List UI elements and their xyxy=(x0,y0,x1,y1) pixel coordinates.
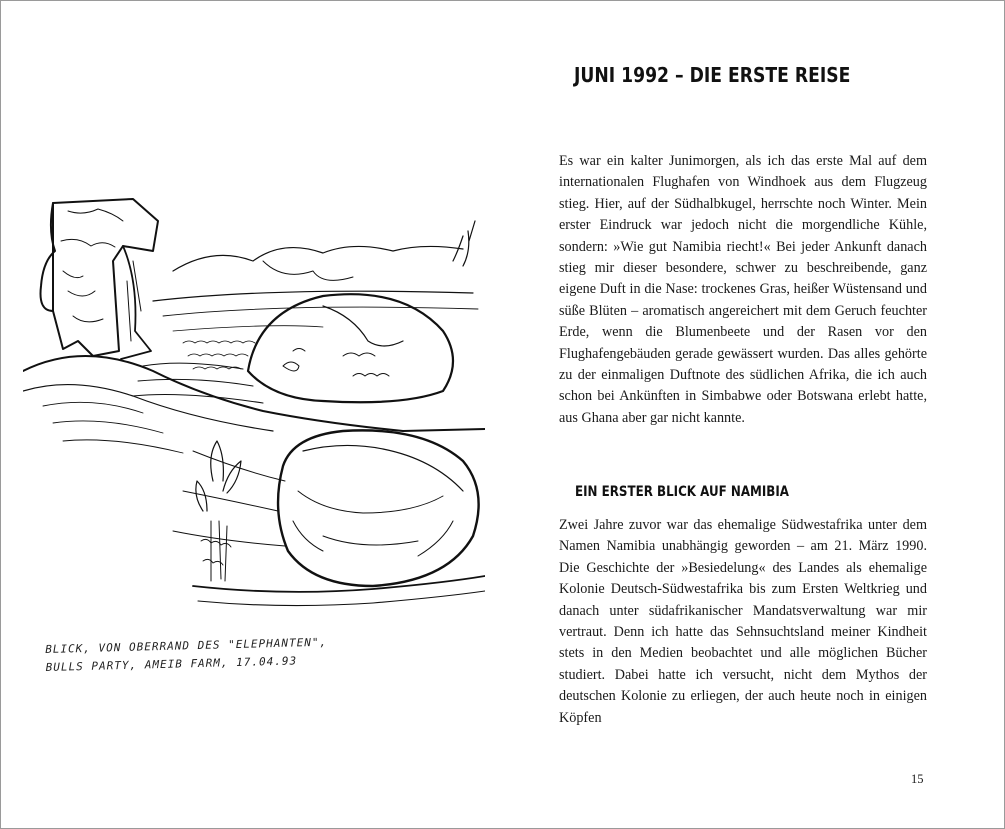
sketch-caption xyxy=(45,632,386,677)
sketch-caption-line: BULLS PARTY, AMEIB FARM, 17.04.93 xyxy=(45,654,298,674)
chapter-title: JUNI 1992 – DIE ERSTE REISE xyxy=(574,63,851,87)
body-paragraph: Zwei Jahre zuvor war das ehemalige Südwestafrika unter dem Namen Namibia unabhängig geworden – am 21. März 1990. Die Geschichte der »Besiedelung« des Landes als ehemalige Kolonie Deutsch-Südwestafrika bis zum Ersten Weltkrieg und danach unter südafrikanischer Mandatsverwaltung war mir vertraut. Denn ich hatte das Sehnsuchtsland meiner Kindheit stets in den Medien beobachtet und alle möglichen Bücher studiert. Dabei hatte ich versucht, nicht dem Mythos der deutschen Kolonie zu erliegen, der auch heute noch in einigen Köpfen xyxy=(559,517,927,726)
page-number: 15 xyxy=(911,772,924,786)
sketch-caption-line: BLICK, VON OBERRAND DES "ELEPHANTEN", xyxy=(45,635,328,656)
body-paragraph: Es war ein kalter Junimorgen, als ich das erste Mal auf dem internationalen Flughafen von Windhoek aus dem Flugzeug stieg. Hier, auf der Südhalbkugel, herrschte noch Winter. Mein erster Eindruck war jedoch nicht die morgendliche Kühle, sondern: »Wie gut Namibia riecht!« Bei jeder Ankunft danach stieg mir dieser besondere, schwer zu beschreibende, ganz eigene Duft in die Nase: trockenes Gras, heißer Wüstensand und süße Blüten – aromatisch angereichert mit dem Geruch feuchter Erde, wenn die Blumenbeete und der Rasen vor den Flughafengebäuden gerade gewässert wurden. Das alles gehörte zu der einmaligen Duftnote des südlichen Afrika, die ich auch schon bei Ankünften in Simbabwe oder Botswana erlebt hatte, aus Ghana aber gar nicht kannte. xyxy=(559,153,927,426)
section-heading: EIN ERSTER BLICK AUF NAMIBIA xyxy=(575,484,790,500)
boulder-landscape-sketch xyxy=(23,191,485,621)
